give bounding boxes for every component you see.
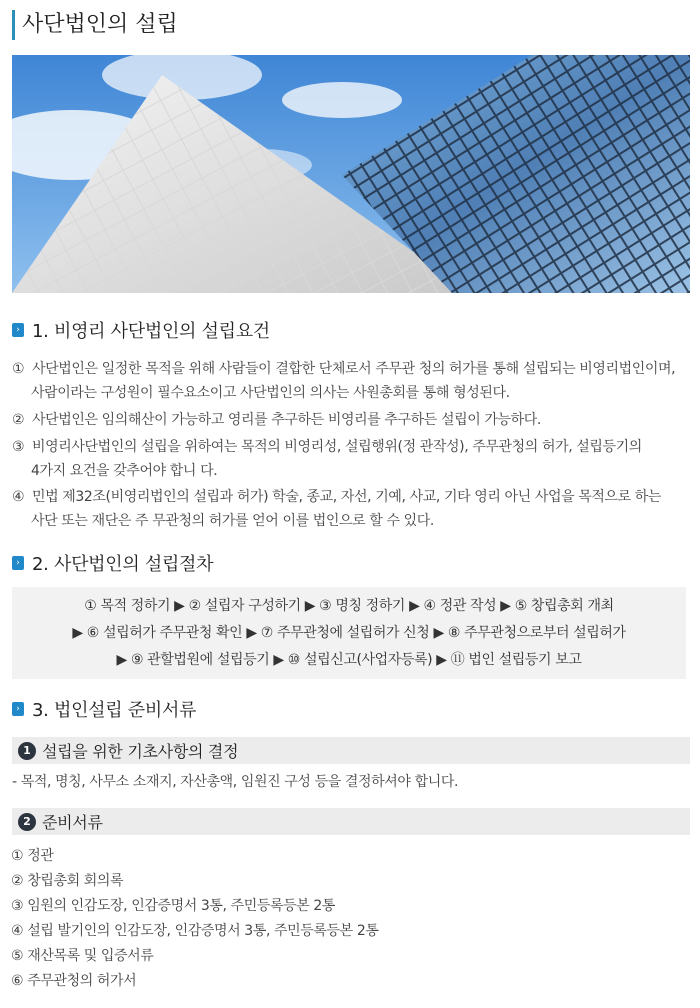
list-item: ⑥ 주무관청의 허가서 bbox=[11, 973, 137, 989]
hero-image bbox=[12, 55, 690, 293]
subsection-documents: 2 준비서류 bbox=[12, 808, 690, 835]
procedure-line: ▶ ⑨ 관할법원에 설립등기 ▶ ⑩ 설립신고(사업자등록) ▶ ⑪ 법인 설립등기 보고 bbox=[116, 652, 582, 668]
list-item: ② 창립총회 회의록 bbox=[11, 873, 124, 889]
requirement-item: ① 사단법인은 일정한 목적을 위해 사람들이 결합한 단체로서 주무관 청의 허가를 통해 설립되는 비영리법인이며, 사람이라는 구성원이 필수요소이고 사단법인의 의사는 사원총회를 통해 형성된다. bbox=[12, 361, 676, 401]
procedure-box bbox=[12, 587, 686, 679]
list-item: ③ 임원의 인감도장, 인감증명서 3통, 주민등록등본 2통 bbox=[11, 898, 336, 914]
list-item: ⑤ 재산목록 및 입증서류 bbox=[11, 948, 154, 964]
requirement-item: ④ 민법 제32조(비영리법인의 설립과 허가) 학술, 종교, 자선, 기예, 사교, 기타 영리 아닌 사업을 목적으로 하는 사단 또는 재단은 주 무관청의 허가를 얻어 이를 법인으로 할 수 있다. bbox=[12, 489, 662, 529]
section-heading-documents: › 3. 법인설립 준비서류 bbox=[12, 697, 196, 721]
document-list bbox=[11, 844, 378, 994]
procedure-line: ▶ ⑥ 설립허가 주무관청 확인 ▶ ⑦ 주무관청에 설립허가 신청 ▶ ⑧ 주무관청으로부터 설립허가 bbox=[72, 625, 626, 641]
number-badge: 2 bbox=[18, 813, 36, 831]
section-heading-requirements: › 1. 비영리 사단법인의 설립요건 bbox=[12, 318, 270, 342]
list-item: ① 정관 bbox=[11, 848, 54, 864]
basics-description: - 목적, 명칭, 사무소 소재지, 자산총액, 임원진 구성 등을 결정하셔야 합니다. bbox=[12, 774, 458, 790]
requirement-item: ③ 비영리사단법인의 설립을 위하여는 목적의 비영리성, 설립행위(정 관작성), 주무관청의 허가, 설립등기의 4가지 요건을 갖추어야 합니 다. bbox=[12, 439, 642, 479]
procedure-line: ① 목적 정하기 ▶ ② 설립자 구성하기 ▶ ③ 명칭 정하기 ▶ ④ 정관 작성 ▶ ⑤ 창립총회 개최 bbox=[84, 598, 614, 614]
chevron-right-icon: › bbox=[12, 556, 24, 570]
chevron-right-icon: › bbox=[12, 702, 24, 716]
page-title: 사단법인의 설립 bbox=[12, 10, 178, 40]
chevron-right-icon: › bbox=[12, 323, 24, 337]
number-badge: 1 bbox=[18, 742, 36, 760]
subsection-basics: 1 설립을 위한 기초사항의 결정 bbox=[12, 737, 690, 764]
list-item: ④ 설립 발기인의 인감도장, 인감증명서 3통, 주민등록등본 2통 bbox=[11, 923, 379, 939]
requirement-item: ② 사단법인은 임의해산이 가능하고 영리를 추구하든 비영리를 추구하든 설립이 가능하다. bbox=[12, 412, 541, 428]
section-heading-procedure: › 2. 사단법인의 설립절차 bbox=[12, 551, 213, 575]
